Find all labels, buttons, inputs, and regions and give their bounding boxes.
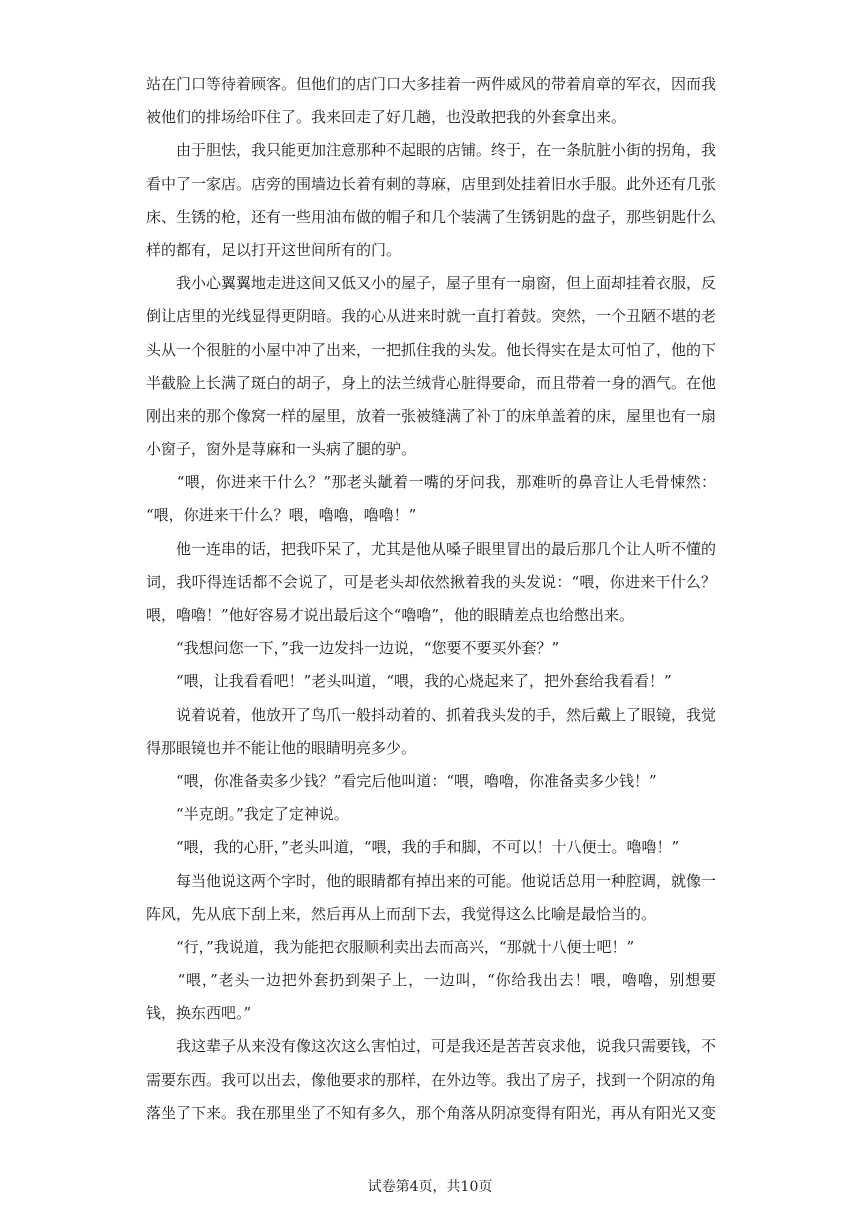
- text-line: 样的都有，足以打开这世间所有的门。: [146, 240, 402, 259]
- text-line: 说着说着，他放开了鸟爪一般抖动着的、抓着我头发的手，然后戴上了眼镜，我觉: [146, 705, 716, 724]
- text-line: 看中了一家店。店旁的围墙边长着有刺的荨麻，店里到处挂着旧水手服。此外还有几张: [146, 174, 716, 193]
- text-line: “喂，你进来干什么？喂，嚕嚕，嚕嚕！”: [146, 506, 417, 525]
- text-line: “行，”我说道，我为能把衣服顺利卖出去而高兴，“那就十八便士吧！”: [146, 937, 635, 956]
- text-line: 我小心翼翼地走进这间又低又小的屋子，屋子里有一扇窗，但上面却挂着衣服，反: [146, 274, 716, 293]
- text-line: “喂，”老头一边把外套扔到架子上，一边叫，“你给我出去！喂，嚕嚕，别想要: [146, 971, 716, 990]
- text-line: “喂，让我看看吧！”老头叫道，“喂，我的心烧起来了，把外套给我看看！”: [146, 672, 672, 691]
- text-line: 倒让店里的光线显得更阴暗。我的心从进来时就一直打着鼓。突然，一个丑陋不堪的老: [146, 307, 716, 326]
- text-line: 落坐了下来。我在那里坐了不知有多久，那个角落从阴凉变得有阳光，再从有阳光又变: [146, 1103, 716, 1122]
- text-line: “半克朗。”我定了定神说。: [146, 805, 349, 824]
- text-line: “喂，你进来干什么？”那老头龇着一嘴的牙问我，那难听的鼻音让人毛骨悚然：: [146, 473, 716, 492]
- text-line: “喂，我的心肝，”老头叫道，“喂，我的手和脚，不可以！十八便士。嚕嚕！”: [146, 838, 680, 857]
- text-line: 刚出来的那个像窝一样的屋里，放着一张被缝满了补丁的床单盖着的床，屋里也有一扇: [146, 406, 716, 425]
- text-line: “我想问您一下，”我一边发抖一边说，“您要不要买外套？”: [146, 639, 560, 658]
- text-line: 喂，嚕嚕！”他好容易才说出最后这个“嚕嚕”，他的眼睛差点也给憋出来。: [146, 606, 635, 624]
- text-line: 小窗子，窗外是荨麻和一头病了腿的驴。: [146, 440, 417, 459]
- text-line: 词，我吓得连话都不会说了，可是老头却依然揪着我的头发说：“喂，你进来干什么？: [146, 572, 716, 591]
- text-line: 钱，换东西吧。”: [146, 1004, 252, 1023]
- text-line: “喂，你准备卖多少钱？”看完后他叫道：“喂，嚕嚕，你准备卖多少钱！”: [146, 771, 657, 790]
- text-line: 我这辈子从来没有像这次这么害怕过，可是我还是苦苦哀求他，说我只需要钱，不: [146, 1037, 716, 1056]
- text-line: 头从一个很脏的小屋中冲了出来，一把抓住我的头发。他长得实在是太可怕了，他的下: [146, 340, 716, 359]
- text-line: 床、生锈的枪，还有一些用油布做的帽子和几个装满了生锈钥匙的盘子，那些钥匙什么: [146, 207, 716, 226]
- text-line: 每当他说这两个字时，他的眼睛都有掉出来的可能。他说话总用一种腔调，就像一: [146, 871, 716, 890]
- text-line: 站在门口等待着顾客。但他们的店门口大多挂着一两件威风的带着肩章的军衣，因而我: [146, 75, 716, 93]
- text-line: 他一连串的话，把我吓呆了，尤其是他从嗓子眼里冒出的最后那几个让人听不懂的: [146, 539, 716, 558]
- document-body: [146, 68, 716, 1130]
- text-line: 被他们的排场给吓住了。我来回走了好几趟，也没敢把我的外套拿出来。: [146, 108, 627, 127]
- text-line: 阵风，先从底下刮上来，然后再从上而刮下去，我觉得这么比喻是最恰当的。: [146, 904, 657, 923]
- text-line: 需要东西。我可以出去，像他要求的那样，在外边等。我出了房子，找到一个阴凉的角: [146, 1070, 716, 1089]
- page-number-label: 试卷第4页，共10页: [367, 1179, 493, 1195]
- text-line: 由于胆怯，我只能更加注意那种不起眼的店铺。终于，在一条肮脏小街的拐角，我: [146, 141, 716, 160]
- page-footer: [0, 1176, 860, 1196]
- text-line: 得那眼镜也并不能让他的眼睛明亮多少。: [146, 738, 417, 757]
- text-line: 半截脸上长满了斑白的胡子，身上的法兰绒背心脏得要命，而且带着一身的酒气。在他: [146, 373, 716, 392]
